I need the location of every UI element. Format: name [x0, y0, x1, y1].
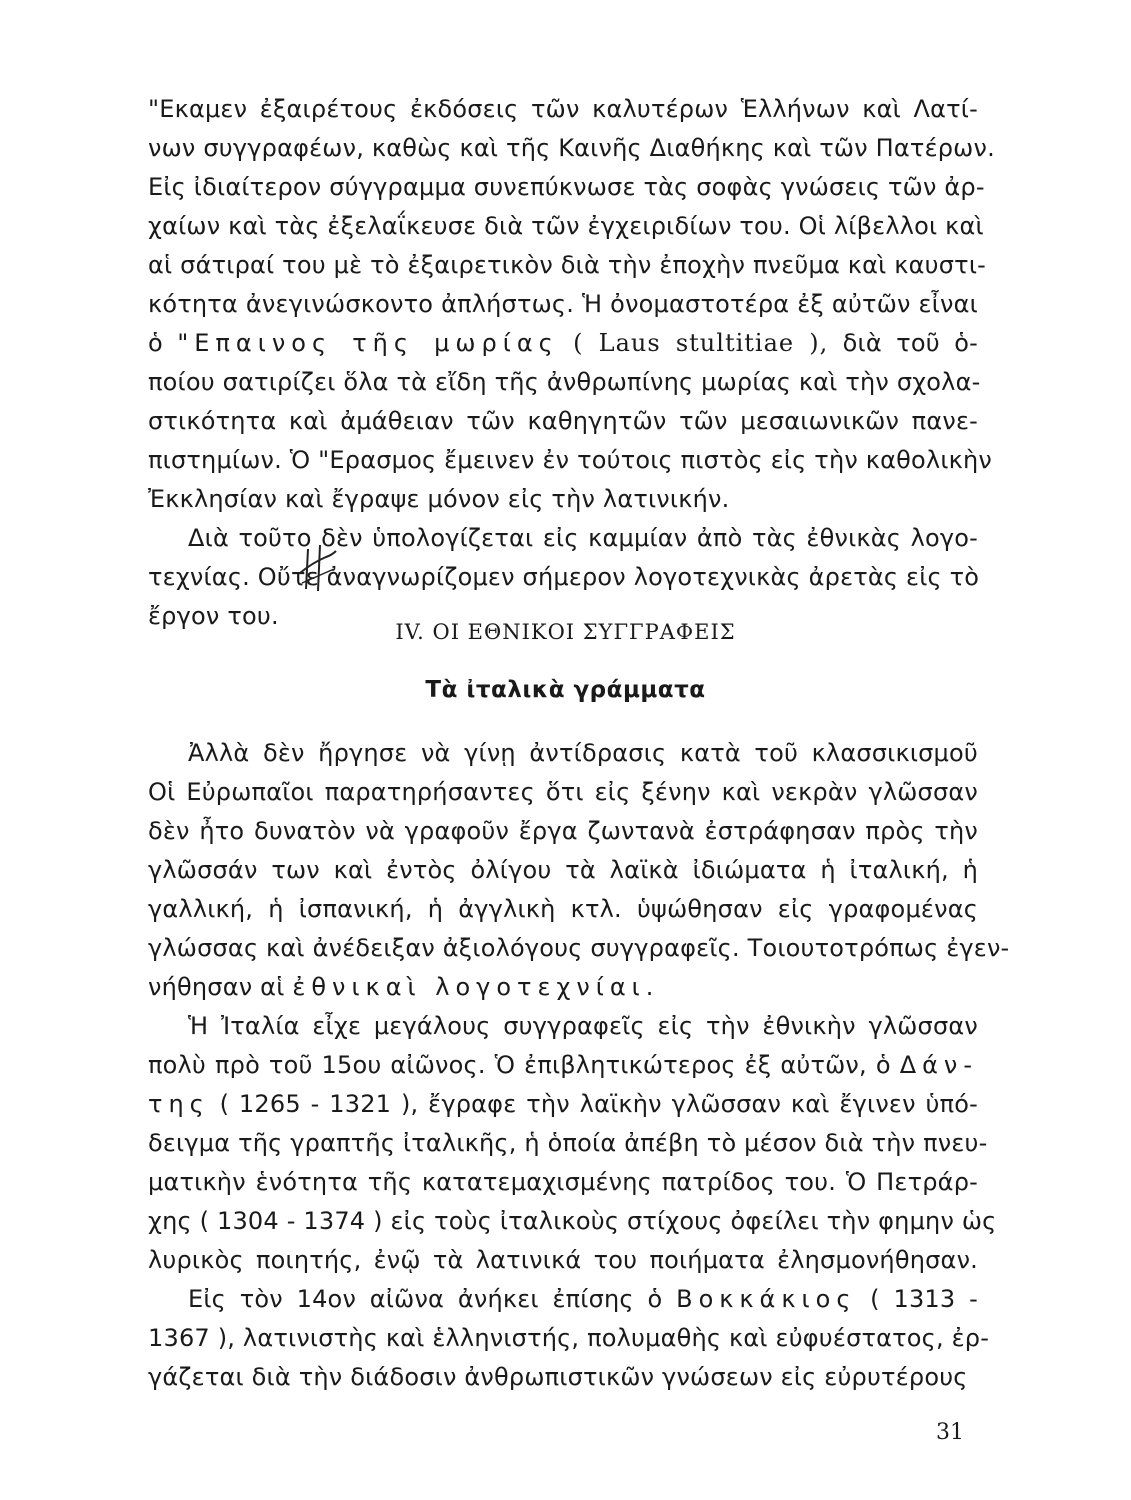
spaced-term: ἐθνικαὶ λογοτεχνίαι. — [292, 973, 660, 1001]
text-line: κότητα ἀνεγινώσκοντο ἀπλήστως. Ἡ ὀνομαστοτέρα ἐξ αὐτῶν εἶναι — [148, 290, 978, 318]
text-line: ἔργον του. — [148, 602, 279, 630]
handwritten-mark-icon — [298, 543, 338, 595]
text-line: χης ( 1304 - 1374 ) εἰς τοὺς ἰταλικοὺς στίχους ὀφείλει τὴν φημην ὡς — [148, 1207, 997, 1235]
spaced-name: Βοκκάκιος — [676, 1285, 857, 1313]
text-fragment: ὁ — [148, 329, 163, 357]
text-line: χαίων καὶ τὰς ἐξελαΐκευσε διὰ τῶν ἐγχειριδίων του. Οἱ λίβελλοι καὶ — [148, 212, 984, 240]
text-line-with-spaced — [148, 972, 978, 1002]
text-line-with-spaced — [148, 1089, 978, 1119]
text-fragment: Εἰς τὸν 14ον αἰῶνα ἀνήκει ἐπίσης ὁ — [188, 1285, 663, 1313]
section-heading: IV. ΟΙ ΕΘΝΙΚΟΙ ΣΥΓΓΡΑΦΕΙΣ — [395, 620, 736, 644]
text-line: Ἀλλὰ δὲν ἤργησε νὰ γίνῃ ἀντίδρασις κατὰ τοῦ κλασσικισμοῦ — [188, 739, 978, 767]
text-line: στικότητα καὶ ἀμάθειαν τῶν καθηγητῶν τῶν μεσαιωνικῶν πανε- — [148, 407, 978, 435]
sub-heading: Τὰ ἰταλικὰ γράμματα — [425, 677, 706, 703]
text-line: γλῶσσάν των καὶ ἐντὸς ὀλίγου τὰ λαϊκὰ ἰδιώματα ἡ ἰταλική, ἡ — [148, 856, 978, 884]
text-fragment: ( 1313 - — [870, 1285, 978, 1313]
text-line: αἱ σάτιραί του μὲ τὸ ἐξαιρετικὸν διὰ τὴν ἐποχὴν πνεῦμα καὶ καυστι- — [148, 251, 987, 279]
text-fragment: διὰ τοῦ ὁ- — [842, 329, 978, 357]
text-line: Ἡ Ἰταλία εἶχε μεγάλους συγγραφεῖς εἰς τὴν ἐθνικὴν γλῶσσαν — [188, 1012, 978, 1040]
text-fragment: πολὺ πρὸ τοῦ 15ου αἰῶνος. Ὁ ἐπιβλητικώτερος ἐξ αὐτῶν, ὁ — [148, 1051, 891, 1079]
text-fragment: ( 1265 - 1321 ), ἔγραφε τὴν λαϊκὴν γλῶσσαν καὶ ἔγινεν ὑπό- — [219, 1090, 978, 1118]
text-line: γλώσσας καὶ ἀνέδειξαν ἀξιολόγους συγγραφεῖς. Τοιουτοτρόπως ἐγεν- — [148, 934, 1010, 962]
text-line-with-title — [148, 328, 978, 358]
text-line: Εἰς ἰδιαίτερον σύγγραμμα συνεπύκνωσε τὰς σοφὰς γνώσεις τῶν ἀρ- — [148, 173, 985, 201]
text-line: νων συγγραφέων, καθὼς καὶ τῆς Καινῆς Διαθήκης καὶ τῶν Πατέρων. — [148, 134, 995, 162]
text-line: Ἐκκλησίαν καὶ ἔγραψε μόνον εἰς τὴν λατινικήν. — [148, 485, 730, 513]
text-line: ποίου σατιρίζει ὅλα τὰ εἴδη τῆς ἀνθρωπίνης μωρίας καὶ τὴν σχολα- — [148, 368, 981, 396]
latin-title: ( Laus stultitiae ), — [573, 329, 829, 357]
text-line: πιστημίων. Ὁ "Ερασμος ἔμεινεν ἐν τούτοις πιστὸς εἰς τὴν καθολικὴν — [148, 446, 993, 474]
text-line: γάζεται διὰ τὴν διάδοσιν ἀνθρωπιστικῶν γνώσεων εἰς εὐρυτέρους — [148, 1363, 968, 1391]
text-line: Διὰ τοῦτο δὲν ὑπολογίζεται εἰς καμμίαν ἀπὸ τὰς ἐθνικὰς λογο- — [188, 524, 978, 552]
text-line: γαλλική, ἡ ἰσπανική, ἡ ἀγγλικὴ κτλ. ὑψώθησαν εἰς γραφομένας — [148, 895, 978, 923]
page-number: 31 — [936, 1420, 964, 1445]
text-line-with-spaced — [148, 1050, 978, 1080]
text-line: λυρικὸς ποιητής, ἐνῷ τὰ λατινικά του ποιήματα ἐλησμονήθησαν. — [148, 1246, 978, 1274]
spaced-title: "Επαινος τῆς μωρίας — [177, 329, 559, 357]
text-line-with-spaced — [188, 1284, 978, 1314]
text-line: ματικὴν ἑνότητα τῆς κατατεμαχισμένης πατρίδος του. Ὁ Πετράρ- — [148, 1168, 978, 1196]
text-line: "Εκαμεν ἐξαιρέτους ἐκδόσεις τῶν καλυτέρων Ἑλλήνων καὶ Λατί- — [148, 95, 978, 123]
text-line: τεχνίας. Οὔτε ἀναγνωρίζομεν σήμερον λογοτεχνικὰς ἀρετὰς εἰς τὸ — [148, 563, 980, 591]
text-line: 1367 ), λατινιστὴς καὶ ἑλληνιστής, πολυμαθὴς καὶ εὐφυέστατος, ἐρ- — [148, 1324, 990, 1352]
spaced-name: της — [148, 1090, 210, 1118]
text-line: Οἱ Εὐρωπαῖοι παρατηρήσαντες ὅτι εἰς ξένην καὶ νεκρὰν γλῶσσαν — [148, 778, 978, 806]
text-fragment: νήθησαν αἱ — [148, 973, 285, 1001]
text-line: δειγμα τῆς γραπτῆς ἰταλικῆς, ἡ ὁποία ἀπέβη τὸ μέσον διὰ τὴν πνευ- — [148, 1129, 988, 1157]
text-line: δὲν ἦτο δυνατὸν νὰ γραφοῦν ἔργα ζωντανὰ ἐστράφησαν πρὸς τὴν — [148, 817, 978, 845]
spaced-name: Δάν- — [899, 1051, 978, 1079]
